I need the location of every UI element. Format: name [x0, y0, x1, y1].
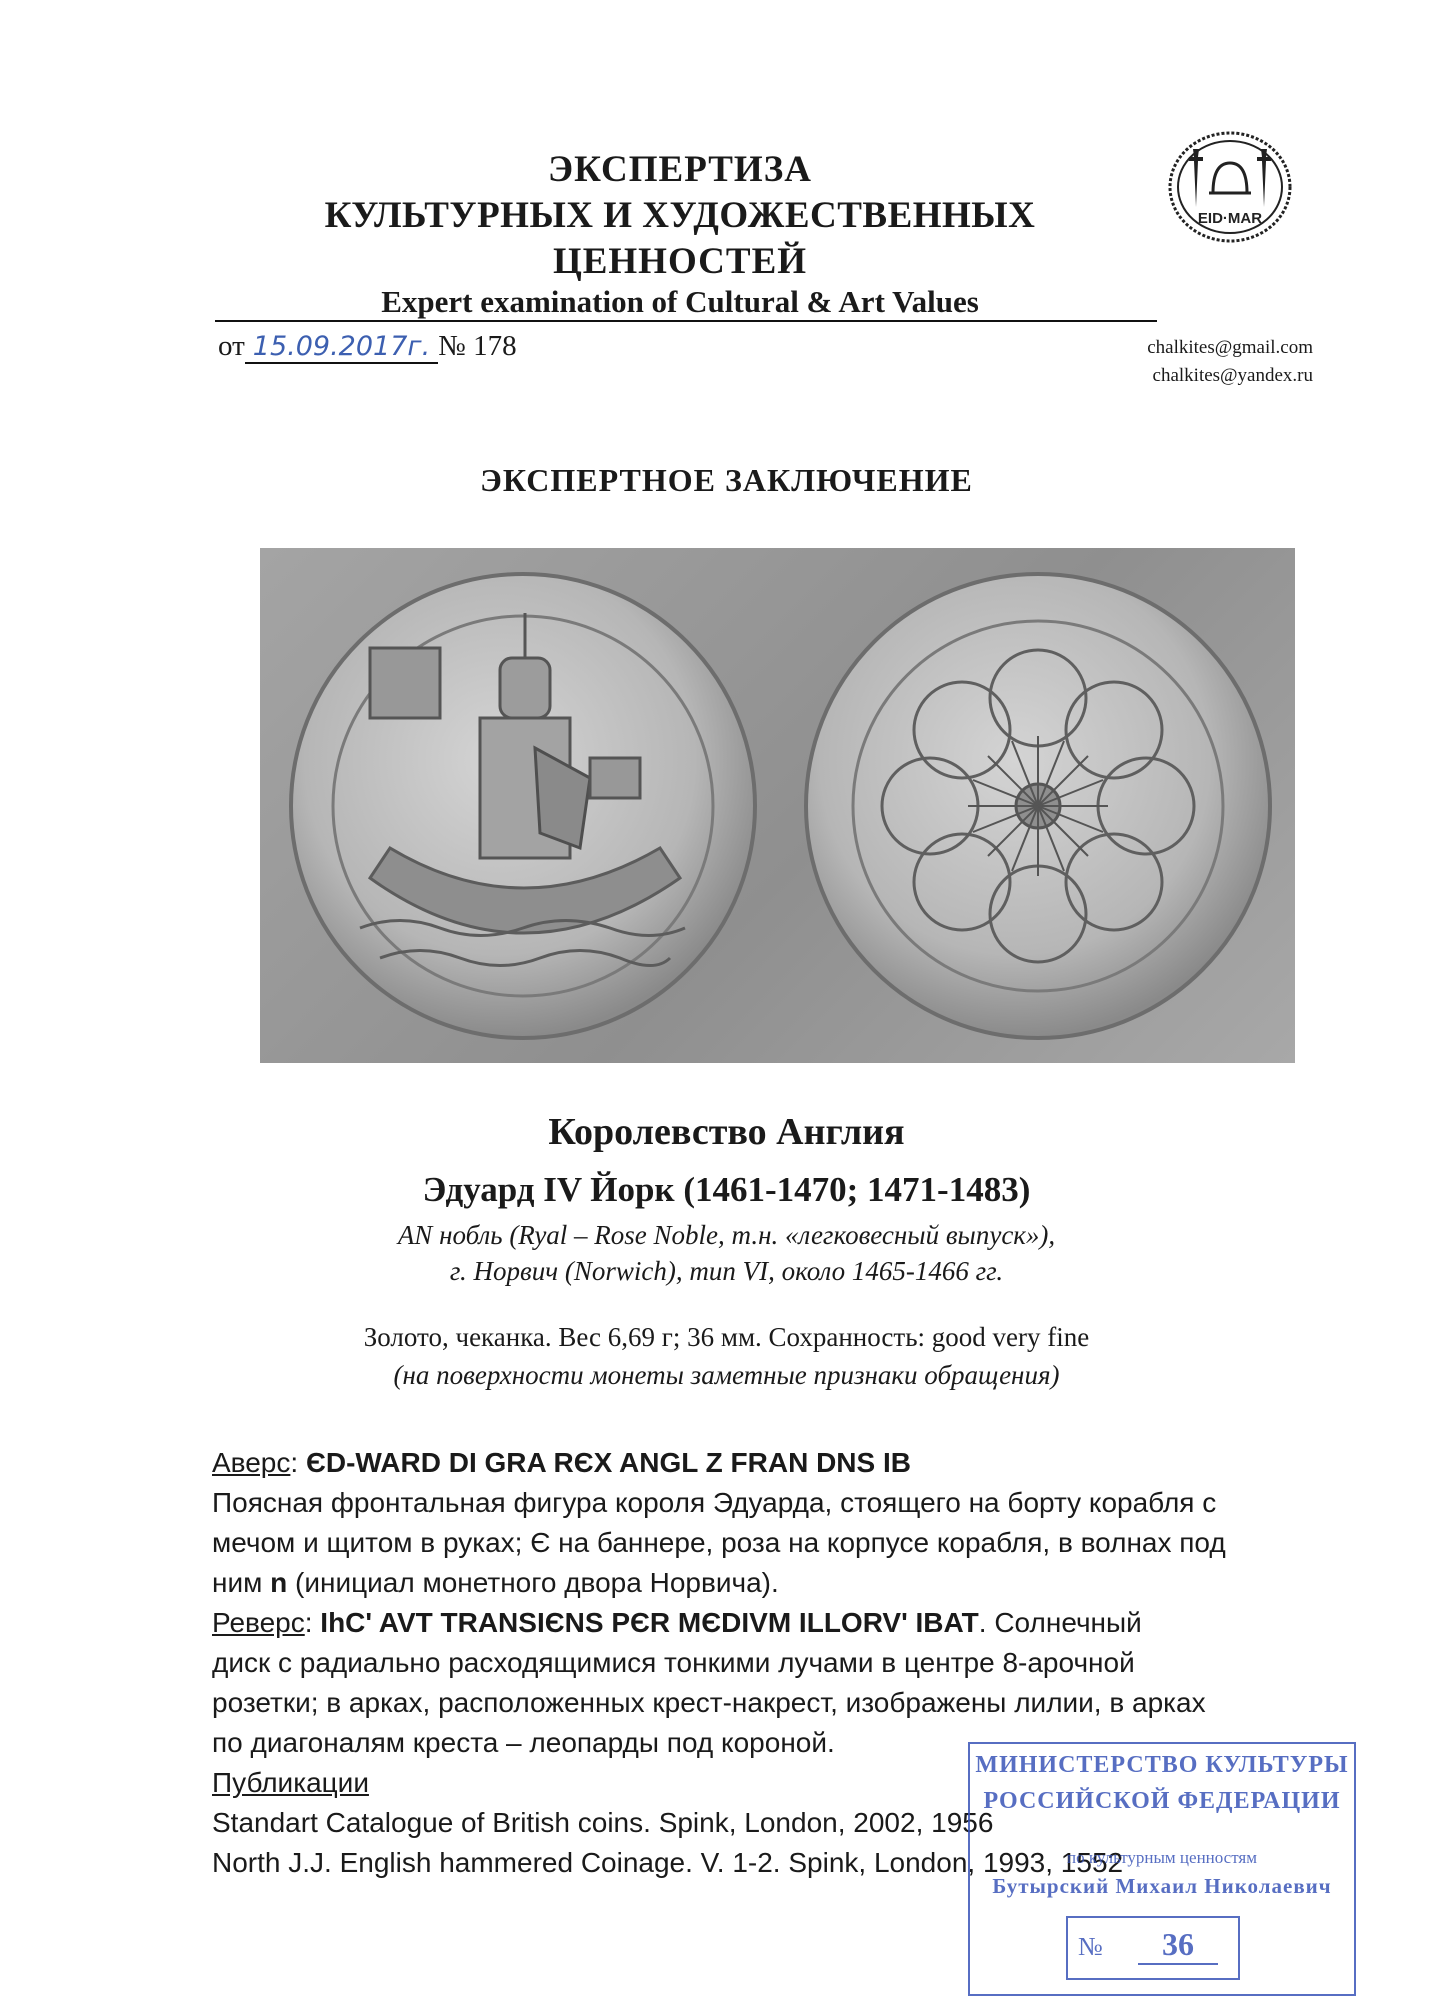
stamp-line-2: РОССИЙСКОЙ ФЕДЕРАЦИИ	[983, 1788, 1341, 1814]
reverse-text-2: диск с радиально расходящимися тонкими лучами в центре 8-арочной	[212, 1647, 1135, 1678]
obverse-text-1: Поясная фронтальная фигура короля Эдуарда, стоящего на борту корабля с	[212, 1487, 1217, 1518]
obverse-label: Аверс	[212, 1447, 291, 1478]
document-title: ЭКСПЕРТНОЕ ЗАКЛЮЧЕНИЕ	[480, 462, 973, 498]
stamp-number-symbol: №	[1078, 1932, 1103, 1961]
coin-mint: г. Норвич (Norwich), тип VI, около 1465-1466 гг.	[449, 1256, 1004, 1286]
ministry-stamp	[968, 1742, 1356, 1996]
kingdom-title: Королевство Англия	[548, 1111, 905, 1153]
eidmar-logo-icon	[1163, 127, 1297, 247]
reverse-coin	[806, 574, 1270, 1038]
document-number-line	[218, 330, 517, 363]
header-line-2: КУЛЬТУРНЫХ И ХУДОЖЕСТВЕННЫХ	[324, 195, 1036, 236]
obverse-text-3a: ним	[212, 1567, 271, 1598]
obverse-heading: Аверс: ЄD-WARD DI GRA RЄX ANGL Z FRAN DNS IB	[212, 1447, 911, 1478]
coin-photo	[260, 548, 1295, 1063]
reverse-label: Реверс	[212, 1607, 305, 1638]
reverse-text-3: розетки; в арках, расположенных крест-накрест, изображены лилии, в арках	[212, 1687, 1206, 1718]
coin-denomination: AN нобль (Ryal – Rose Noble, т.н. «легковесный выпуск»),	[397, 1220, 1056, 1250]
coin-material: Золото, чеканка. Вес 6,69 г; 36 мм. Сохранность: good very fine	[363, 1322, 1090, 1352]
publication-2: North J.J. English hammered Coinage. V. 1-2. Spink, London, 1993, 1552	[212, 1847, 1124, 1878]
ruler-title: Эдуард IV Йорк (1461-1470; 1471-1483)	[422, 1170, 1031, 1209]
header-english: Expert examination of Cultural & Art Values	[381, 284, 979, 319]
publication-1: Standart Catalogue of British coins. Spink, London, 2002, 1956	[212, 1807, 994, 1838]
document-date: 15.09.2017г.	[245, 331, 438, 364]
header-line-1: ЭКСПЕРТИЗА	[548, 149, 812, 190]
from-label: от	[218, 330, 245, 362]
stamp-line-1: МИНИСТЕРСТВО КУЛЬТУРЫ	[975, 1752, 1349, 1778]
mint-initial: n	[270, 1567, 288, 1598]
stamp-line-4: Бутырский Михаил Николаевич	[992, 1874, 1332, 1898]
document-number: № 178	[438, 330, 517, 362]
stamp-number-box	[1066, 1916, 1240, 1980]
obverse-coin	[291, 574, 755, 1038]
email-2[interactable]: chalkites@yandex.ru	[1152, 365, 1313, 386]
coin-condition-note: (на поверхности монеты заметные признаки обращения)	[393, 1360, 1060, 1390]
reverse-text-1: . Солнечный	[978, 1607, 1142, 1638]
reverse-heading: Реверс: IhC' AVT TRANSIЄNS PЄR MЄDIVM ILLORV' IBAT. Солнечный	[212, 1607, 1142, 1638]
obverse-text-3	[212, 1564, 1312, 1602]
stamp-number: 36	[1138, 1926, 1218, 1965]
contact-emails	[1147, 334, 1313, 390]
obverse-text-2: мечом и щитом в руках; Є на баннере, роза на корпусе корабля, в волнах под	[212, 1527, 1226, 1558]
obverse-legend: ЄD-WARD DI GRA RЄX ANGL Z FRAN DNS IB	[305, 1447, 911, 1478]
obverse-text-3c: (инициал монетного двора Норвича).	[287, 1567, 779, 1598]
header-divider	[215, 320, 1157, 322]
logo-text: EID·MAR	[1197, 210, 1263, 227]
reverse-text-4: по диагоналям креста – леопарды под короной.	[212, 1727, 835, 1758]
publications-label: Публикации	[212, 1767, 369, 1798]
email-1[interactable]: chalkites@gmail.com	[1147, 337, 1313, 358]
stamp-line-3: по культурным ценностям	[1066, 1848, 1258, 1867]
header-line-3: ЦЕННОСТЕЙ	[552, 241, 808, 282]
reverse-legend: IhC' AVT TRANSIЄNS PЄR MЄDIVM ILLORV' IBAT	[320, 1607, 979, 1638]
